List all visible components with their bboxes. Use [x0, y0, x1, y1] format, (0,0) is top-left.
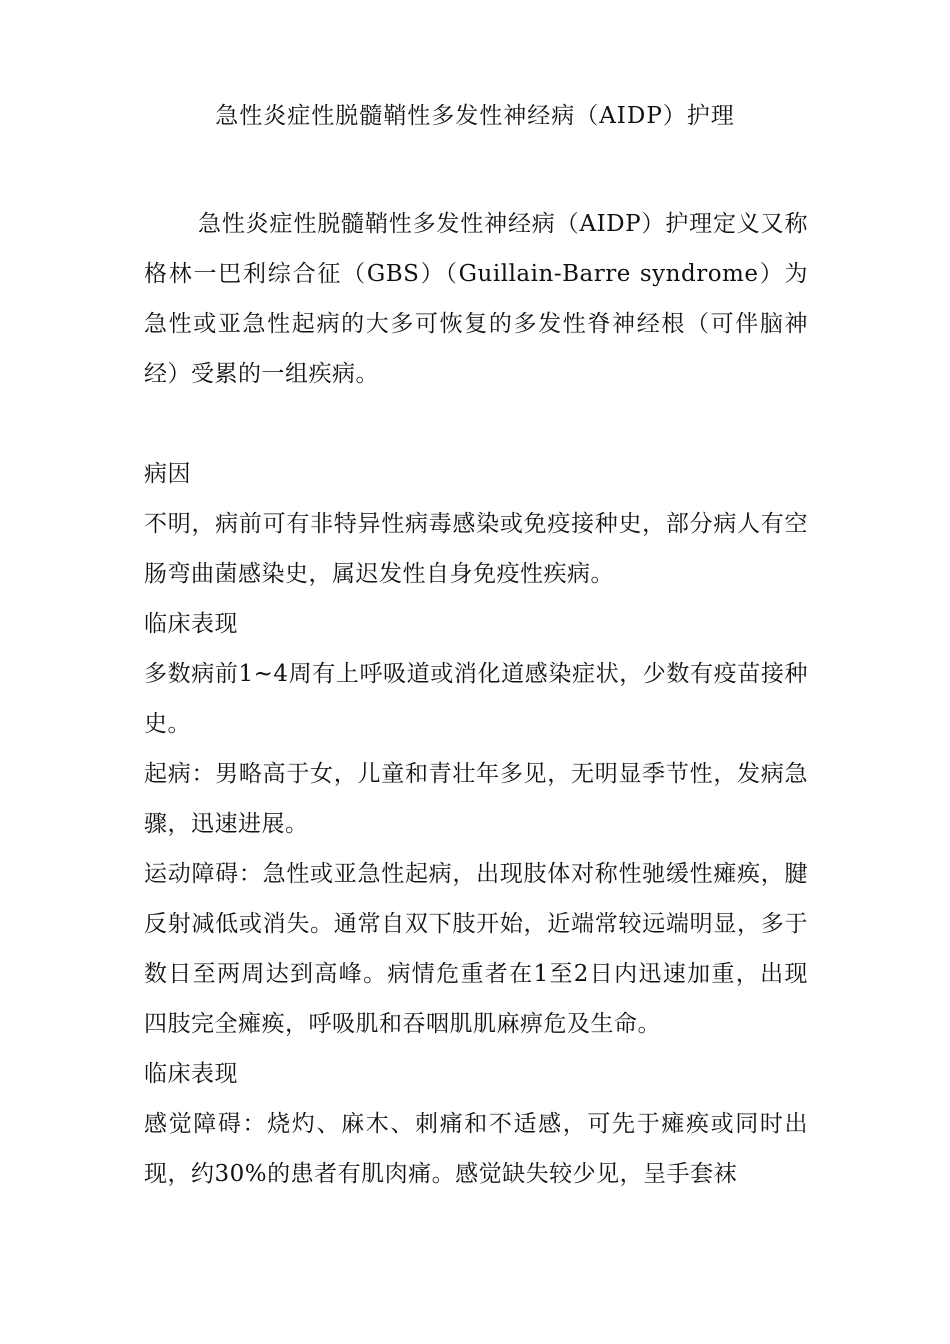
paragraph-onset: 起病：男略高于女，儿童和青壮年多见，无明显季节性，发病急骤，迅速进展。	[144, 761, 808, 837]
section-heading-clinical-2: 临床表现	[144, 1061, 238, 1087]
paragraph-prodrome: 多数病前1~4周有上呼吸道或消化道感染症状，少数有疫苗接种史。	[144, 661, 808, 737]
section-heading-clinical: 临床表现	[144, 611, 238, 637]
document-body	[144, 199, 808, 1199]
paragraph-sensory: 感觉障碍：烧灼、麻木、刺痛和不适感，可先于瘫痪或同时出现，约30%的患者有肌肉痛。感觉缺失较少见，呈手套袜	[144, 1111, 808, 1187]
paragraph-cause: 不明，病前可有非特异性病毒感染或免疫接种史，部分病人有空肠弯曲菌感染史，属迟发性自身免疫性疾病。	[144, 511, 808, 587]
paragraph-gap	[144, 399, 808, 449]
document-title: 急性炎症性脱髓鞘性多发性神经病（AIDP）护理	[215, 103, 735, 129]
paragraph-motor: 运动障碍：急性或亚急性起病，出现肢体对称性驰缓性瘫痪，腱反射减低或消失。通常自双下肢开始，近端常较远端明显，多于数日至两周达到高峰。病情危重者在1至2日内迅速加重，出现四肢完全瘫痪，呼吸肌和吞咽肌肌麻痹危及生命。	[144, 861, 808, 1037]
intro-paragraph: 急性炎症性脱髓鞘性多发性神经病（AIDP）护理定义又称格林一巴利综合征（GBS）（Guillain-Barre syndrome）为急性或亚急性起病的大多可恢复的多发性脊神经根（可伴脑神经）受累的一组疾病。	[144, 211, 808, 387]
section-heading-cause: 病因	[144, 461, 191, 487]
